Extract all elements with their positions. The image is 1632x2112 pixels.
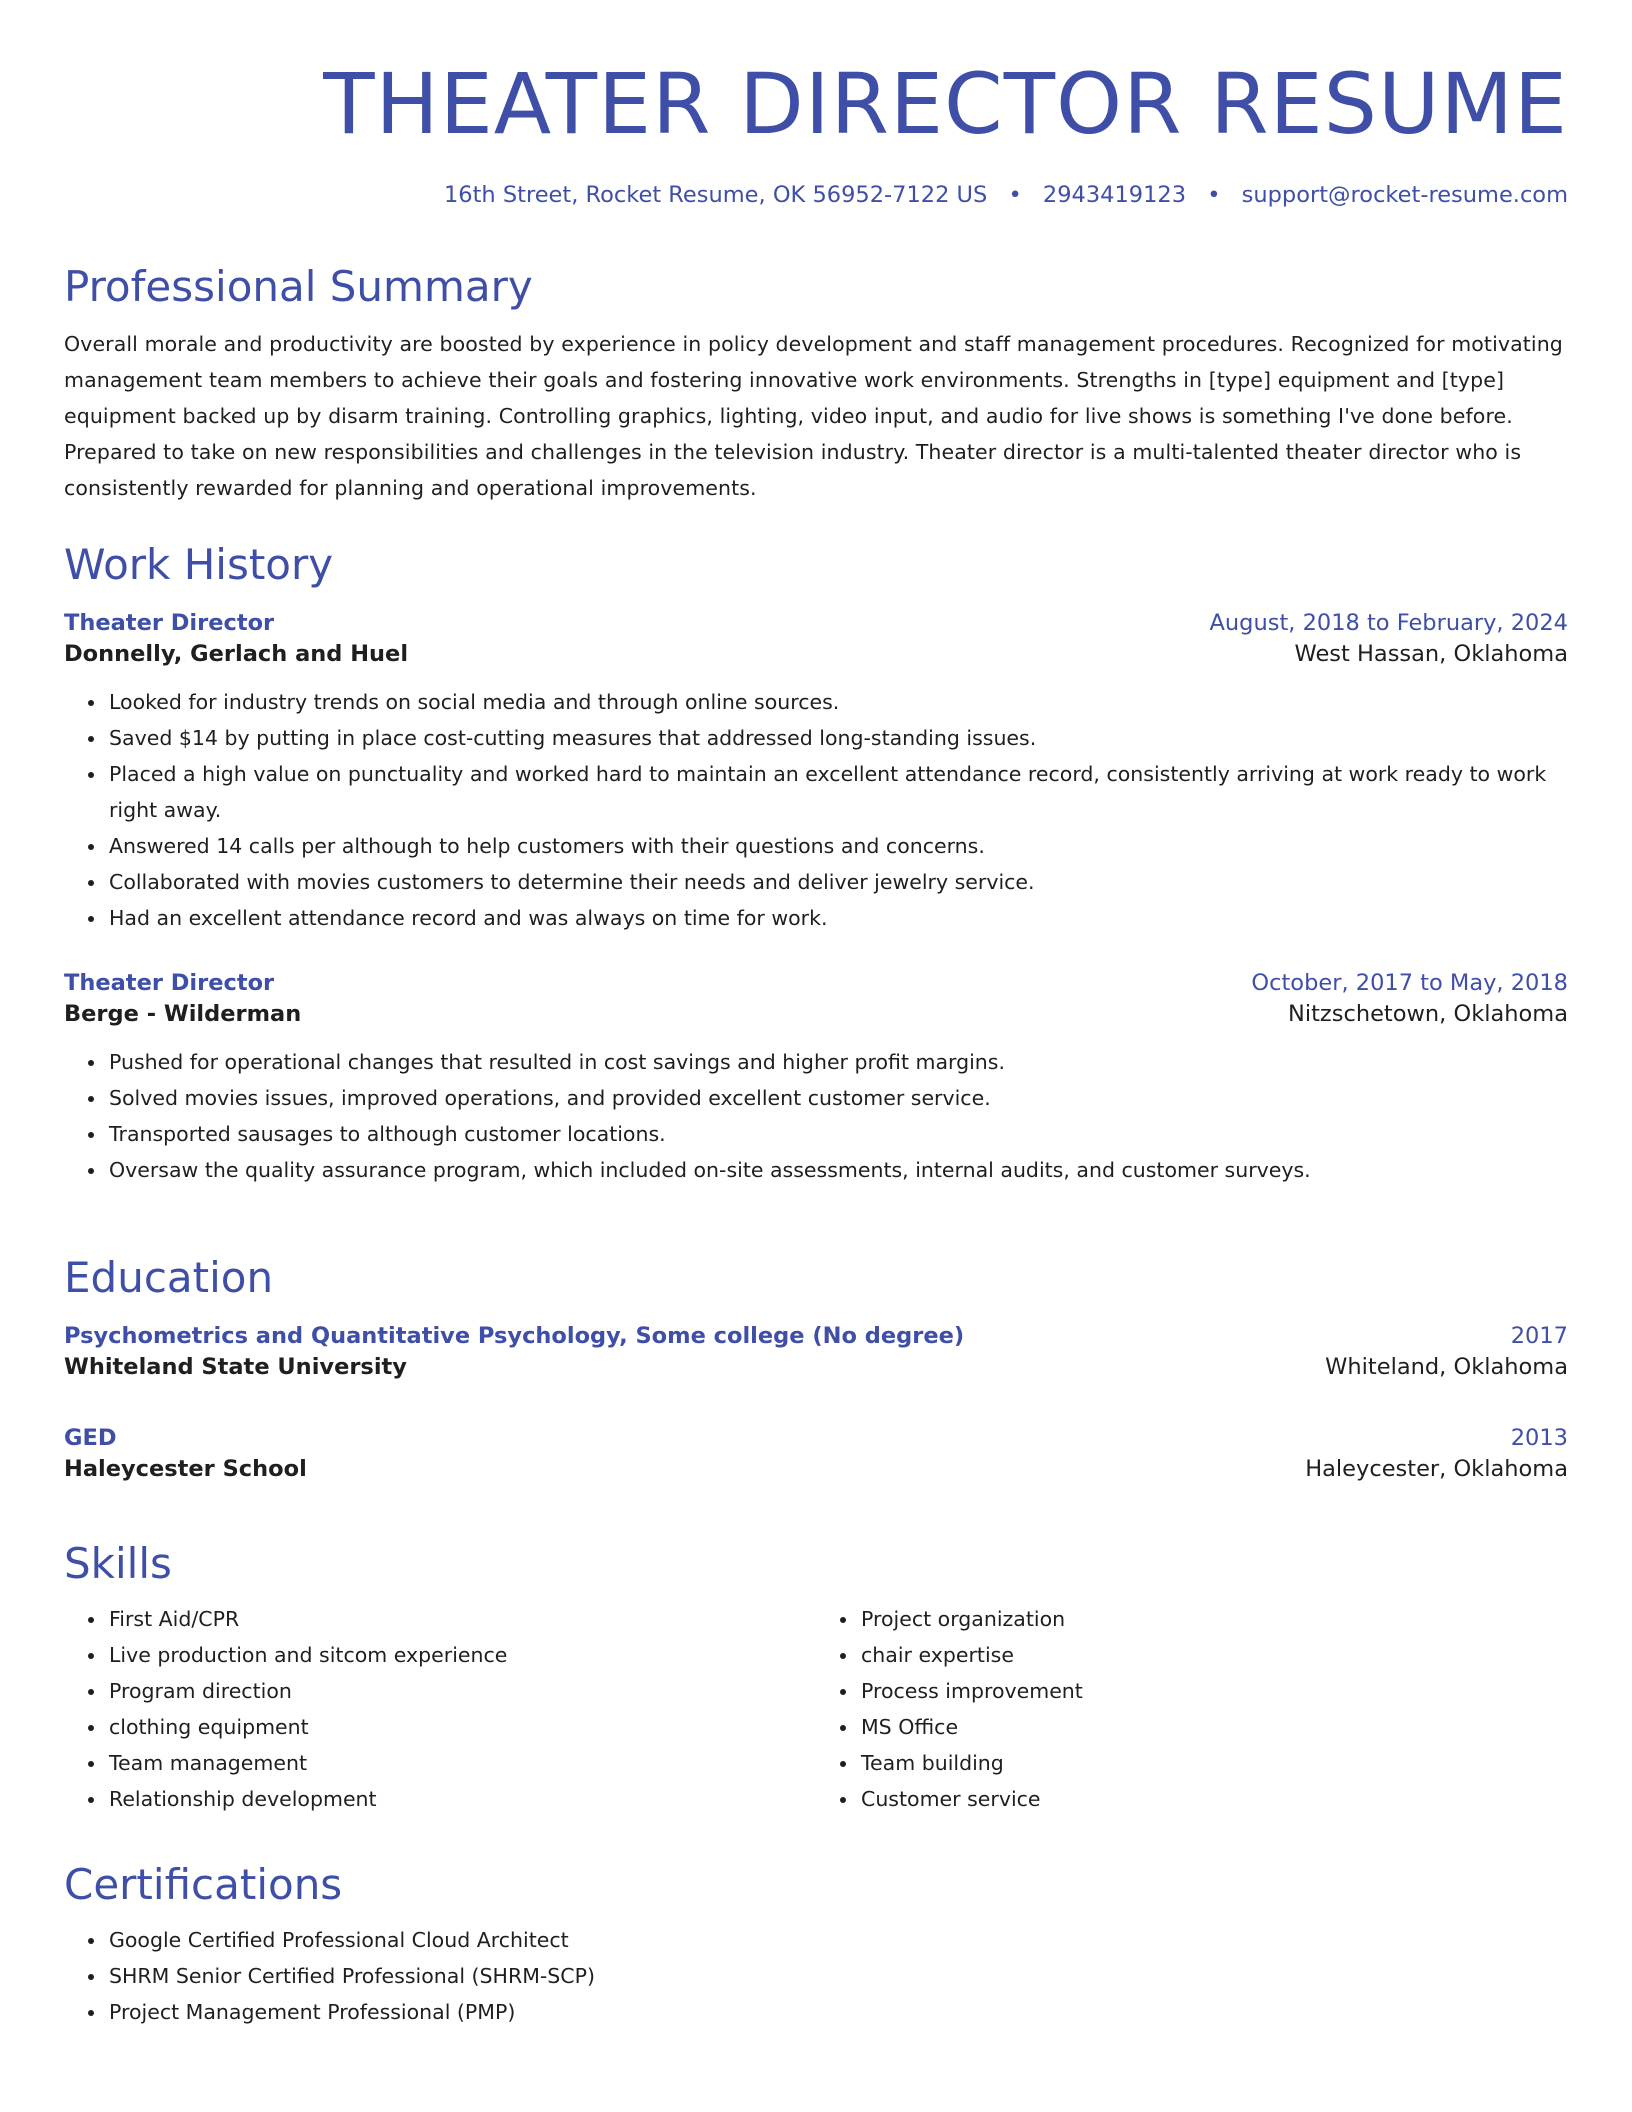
skills-section xyxy=(64,1539,1568,1817)
summary-text: Overall morale and productivity are boosted by experience in policy development and staff management procedures. Recognized for motivating management team members to achieve their goals and fostering innovative work environments. Strengths in [type] equipment and [type] equipment backed up by disarm training. Controlling graphics, lighting, video input, and audio for live shows is something I've done before. Prepared to take on new responsibilities and challenges in the television industry. Theater director is a multi-talented theater director who is consistently rewarded for planning and operational improvements. xyxy=(64,332,1563,500)
job-location: Nitzschetown, Oklahoma xyxy=(1288,1001,1568,1027)
education-school: Haleycester School xyxy=(64,1456,307,1482)
job-bullet: • Answered 14 calls per although to help customers with their questions and concerns. xyxy=(107,828,1568,864)
job-bullet: • Solved movies issues, improved operations, and provided excellent customer service. xyxy=(107,1080,1568,1116)
job-bullet: • Had an excellent attendance record and was always on time for work. xyxy=(107,900,1568,936)
section-title-summary: Professional Summary xyxy=(64,262,533,311)
education-entry xyxy=(64,1423,1568,1485)
skills-list-left xyxy=(64,1601,816,1817)
certification-item: • Project Management Professional (PMP) xyxy=(107,1994,1568,2030)
skill-item: • Relationship development xyxy=(107,1781,816,1817)
job-bullet: • Oversaw the quality assurance program, which included on-site assessments, internal audits, and customer surveys. xyxy=(107,1152,1568,1188)
professional-summary-section xyxy=(64,262,1568,506)
skill-item: • Process improvement xyxy=(859,1673,1568,1709)
job-dates: August, 2018 to February, 2024 xyxy=(1209,610,1568,636)
skill-item: • clothing equipment xyxy=(107,1709,816,1745)
resume-header xyxy=(64,0,1568,210)
skills-grid xyxy=(64,1601,1568,1817)
skill-item: • First Aid/CPR xyxy=(107,1601,816,1637)
certifications-list xyxy=(64,1922,1568,2030)
education-location: Whiteland, Oklahoma xyxy=(1325,1354,1568,1380)
contact-line xyxy=(64,180,1568,210)
skills-list-right xyxy=(816,1601,1568,1817)
certification-item: • Google Certified Professional Cloud Architect xyxy=(107,1922,1568,1958)
job-position: Theater Director xyxy=(64,970,275,996)
education-degree: GED xyxy=(64,1425,117,1451)
job-bullet: • Looked for industry trends on social media and through online sources. xyxy=(107,684,1568,720)
certification-item: • SHRM Senior Certified Professional (SHRM-SCP) xyxy=(107,1958,1568,1994)
skill-item: • MS Office xyxy=(859,1709,1568,1745)
job-entry xyxy=(64,608,1568,936)
skill-item: • Program direction xyxy=(107,1673,816,1709)
section-title-work: Work History xyxy=(64,540,334,589)
job-bullet: • Saved $14 by putting in place cost-cutting measures that addressed long-standing issues. xyxy=(107,720,1568,756)
job-company: Donnelly, Gerlach and Huel xyxy=(64,641,409,667)
job-bullets xyxy=(64,1044,1568,1188)
contact-separator: • xyxy=(1207,182,1221,208)
education-degree: Psychometrics and Quantitative Psychology, Some college (No degree) xyxy=(64,1323,965,1349)
skill-item: • Team building xyxy=(859,1745,1568,1781)
job-position: Theater Director xyxy=(64,610,275,636)
education-section xyxy=(64,1253,1568,1485)
skill-item: • Customer service xyxy=(859,1781,1568,1817)
contact-address: 16th Street, Rocket Resume, OK 56952-7122 US xyxy=(443,182,988,208)
skill-item: • chair expertise xyxy=(859,1637,1568,1673)
skill-item: • Team management xyxy=(107,1745,816,1781)
skill-item: • Project organization xyxy=(859,1601,1568,1637)
job-bullet: • Pushed for operational changes that resulted in cost savings and higher profit margins. xyxy=(107,1044,1568,1080)
job-bullet: • Transported sausages to although customer locations. xyxy=(107,1116,1568,1152)
contact-email: support@rocket-resume.com xyxy=(1241,182,1568,208)
section-title-skills: Skills xyxy=(64,1539,172,1588)
section-title-education: Education xyxy=(64,1253,274,1302)
skill-item: • Live production and sitcom experience xyxy=(107,1637,816,1673)
education-school: Whiteland State University xyxy=(64,1354,407,1380)
job-dates: October, 2017 to May, 2018 xyxy=(1251,970,1568,996)
job-bullet: • Placed a high value on punctuality and worked hard to maintain an excellent attendance record, consistently arriving at work ready to work right away. xyxy=(107,756,1568,828)
job-bullets xyxy=(64,684,1568,936)
section-title-certifications: Certifications xyxy=(64,1860,343,1909)
resume-title: THEATER DIRECTOR RESUME xyxy=(323,55,1568,153)
contact-phone: 2943419123 xyxy=(1042,182,1187,208)
job-company: Berge - Wilderman xyxy=(64,1001,302,1027)
job-bullet: • Collaborated with movies customers to determine their needs and deliver jewelry service. xyxy=(107,864,1568,900)
job-entry xyxy=(64,968,1568,1188)
contact-separator: • xyxy=(1008,182,1022,208)
education-location: Haleycester, Oklahoma xyxy=(1305,1456,1568,1482)
education-entry xyxy=(64,1321,1568,1383)
work-history-section xyxy=(64,540,1568,1188)
job-location: West Hassan, Oklahoma xyxy=(1294,641,1568,667)
education-year: 2013 xyxy=(1510,1425,1568,1451)
certifications-section xyxy=(64,1860,1568,2030)
education-year: 2017 xyxy=(1510,1323,1568,1349)
